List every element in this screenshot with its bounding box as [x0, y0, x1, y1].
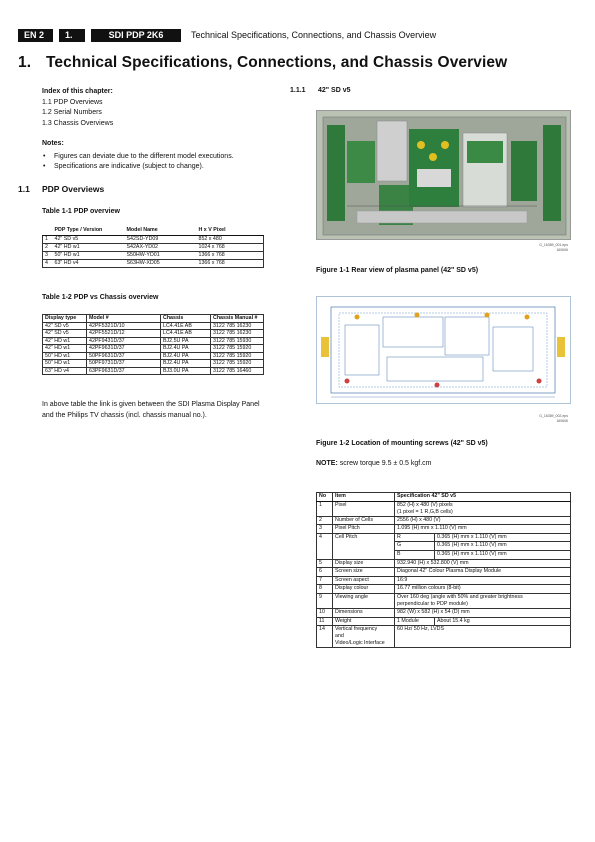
table-cell: Diagonal 42" Colour Plasma Display Module	[395, 568, 571, 577]
table-cell: 1	[317, 501, 333, 516]
table-cell: 1 Module	[395, 617, 435, 626]
figure2-file: G_16389_002.eps	[539, 414, 568, 418]
spec-line: 852 (H) x 480 (V) pixels	[397, 501, 453, 508]
table-cell: B	[395, 550, 435, 559]
figure2-id	[520, 414, 568, 423]
table-cell: Screen aspect	[333, 576, 395, 585]
table-cell: 6	[317, 568, 333, 577]
section-title: PDP Overviews	[42, 184, 105, 194]
table-header: Display type	[43, 315, 87, 323]
table-cell: 11	[317, 617, 333, 626]
item-line: Video/Logic Interface	[335, 640, 385, 647]
table-header: Item	[333, 493, 395, 502]
table-row	[317, 568, 571, 577]
index-item[interactable]: 1.1 PDP Overviews	[42, 98, 103, 106]
table-cell: 50" HD w1	[43, 360, 87, 368]
table-pdp-overview	[42, 227, 264, 268]
table-header: Model #	[87, 315, 161, 323]
table-cell: 50" HD w1	[53, 251, 125, 259]
table2-caption: Table 1-2 PDP vs Chassis overview	[42, 294, 159, 301]
table-cell: 2556 (H) x 480 (V)	[395, 516, 571, 525]
table-cell: R	[395, 533, 435, 542]
table-header: Model Name	[125, 227, 197, 235]
figure1-file: G_16389_001.eps	[539, 243, 568, 247]
table-cell	[395, 593, 571, 608]
table-cell: 4	[317, 533, 333, 559]
table-cell: 42PF9431D/37	[87, 337, 161, 345]
subsection-heading	[290, 87, 351, 94]
table-cell: 42PF9631D/37	[87, 345, 161, 353]
rear-view-illustration	[317, 111, 571, 240]
chapter-index	[42, 87, 113, 129]
index-item[interactable]: 1.3 Chassis Overviews	[42, 119, 114, 127]
table-row	[43, 337, 264, 345]
table-cell: S42AX-YD02	[125, 243, 197, 251]
figure1-date: 160606	[556, 247, 568, 252]
table-row	[43, 243, 264, 251]
table-row	[317, 593, 571, 608]
table-cell: BJ2.4U PA	[161, 352, 211, 360]
table-cell: Pixel	[333, 501, 395, 516]
page-header	[18, 28, 436, 42]
table-cell: 14	[317, 626, 333, 648]
section-heading	[18, 184, 104, 194]
table-header: Specification 42" SD v5	[395, 493, 571, 502]
spec-line: Over 160 deg (angle with 50% and greater brightness	[397, 593, 523, 600]
table-cell: 3122 785 15920	[211, 360, 264, 368]
table-cell: 0.365 (H) mm x 1.110 (V) mm	[435, 542, 571, 551]
header-lang: EN 2	[18, 29, 53, 42]
table-cell: 3122 785 16460	[211, 367, 264, 375]
table-cell: 42" HD w1	[53, 243, 125, 251]
table-cell: 852 x 480	[197, 235, 264, 243]
table-cell: Display size	[333, 559, 395, 568]
table-cell: 932.940 (H) x 532.800 (V) mm	[395, 559, 571, 568]
table-cell: BJ2.5U PA	[161, 337, 211, 345]
table1-caption: Table 1-1 PDP overview	[42, 208, 120, 215]
table-row	[317, 533, 571, 542]
table-cell: 16.77 million colours (8-bit)	[395, 585, 571, 594]
item-line: Vertical frequency	[335, 626, 378, 633]
table-row	[43, 360, 264, 368]
chapter-number: 1.	[18, 54, 32, 71]
table-cell: 3122 785 15930	[211, 337, 264, 345]
table-row	[317, 559, 571, 568]
table-cell: 1366 x 768	[197, 259, 264, 267]
table-cell: BJ2.4U PA	[161, 360, 211, 368]
table-cell: 4	[43, 259, 53, 267]
notes-title: Notes:	[42, 140, 64, 147]
table-cell	[395, 501, 571, 516]
table-cell: 42PF5521D/12	[87, 330, 161, 338]
table-row	[43, 345, 264, 353]
table-cell: 982 (W) x 582 (H) x 54 (D) mm	[395, 608, 571, 617]
table-cell: 50PF9631D/37	[87, 352, 161, 360]
table-cell: 3	[43, 251, 53, 259]
table-cell: 1024 x 768	[197, 243, 264, 251]
table-header: H x V Pixel	[197, 227, 264, 235]
spec-line: perpendicular to PDP module)	[397, 600, 468, 607]
table-cell: 16:9	[395, 576, 571, 585]
table-header: Chassis Manual #	[211, 315, 264, 323]
table-cell	[333, 626, 395, 648]
table-cell: 60 Hz/ 50 Hz, LVDS	[395, 626, 571, 648]
table-cell: Weight	[333, 617, 395, 626]
table-row	[317, 617, 571, 626]
table-cell: 42" SD v5	[43, 330, 87, 338]
table-cell: 63" HD v4	[53, 259, 125, 267]
chapter-title-text: Technical Specifications, Connections, and Chassis Overview	[46, 54, 508, 71]
figure2-date: 160606	[556, 418, 568, 423]
subsection-title: 42" SD v5	[318, 87, 351, 94]
figure2-caption: Figure 1-2 Location of mounting screws (42" SD v5)	[316, 440, 488, 447]
table-cell: Viewing angle	[333, 593, 395, 608]
header-title: Technical Specifications, Connections, and Chassis Overview	[191, 30, 437, 40]
table-cell: 2	[43, 243, 53, 251]
table-cell: 42" SD v5	[43, 322, 87, 330]
table-cell: 3122 785 16230	[211, 330, 264, 338]
table-cell: 42" HD w1	[43, 337, 87, 345]
table-cell: S50HW-YD01	[125, 251, 197, 259]
table-row	[43, 352, 264, 360]
table-cell: 8	[317, 585, 333, 594]
figure-mounting-screws-drawing	[316, 296, 571, 404]
table-cell: 0.365 (H) mm x 1.110 (V) mm	[435, 533, 571, 542]
table-cell: 42PF5321D/10	[87, 322, 161, 330]
table-cell: LC4.41E AB	[161, 330, 211, 338]
table-row	[317, 501, 571, 516]
table-cell: 1366 x 768	[197, 251, 264, 259]
spec-line: (1 pixel = 1 R,G,B cells)	[397, 508, 453, 515]
item-line: and	[335, 633, 344, 640]
table-cell: 0.365 (H) mm x 1.110 (V) mm	[435, 550, 571, 559]
table-cell: 1.095 (H) mm x 1.110 (V) mm	[395, 525, 571, 534]
table-cell: Number of Cells	[333, 516, 395, 525]
subsection-number: 1.1.1	[290, 87, 306, 94]
table-header: No	[317, 493, 333, 502]
table-pdp-chassis	[42, 314, 264, 375]
table-row	[317, 626, 571, 648]
figure-rear-view-photo	[316, 110, 571, 240]
table-cell: 7	[317, 576, 333, 585]
table-cell: 63" HD v4	[43, 367, 87, 375]
table-cell: G	[395, 542, 435, 551]
table-row	[43, 235, 264, 243]
figure1-id	[520, 243, 568, 252]
table-row	[43, 322, 264, 330]
table-cell: Pixel Pitch	[333, 525, 395, 534]
table-cell: Cell Pitch	[333, 533, 395, 559]
table-cell: 42" SD v5	[53, 235, 125, 243]
table-cell: LC4.41E AB	[161, 322, 211, 330]
torque-note	[316, 460, 432, 467]
note-label: NOTE:	[316, 460, 338, 467]
note-text: screw torque 9.5 ± 0.5 kgf.cm	[339, 460, 432, 467]
table-cell: 3122 785 15920	[211, 345, 264, 353]
table-cell: 42" HD w1	[43, 345, 87, 353]
table-cell: 50" HD w1	[43, 352, 87, 360]
table-row	[43, 251, 264, 259]
table-cell: 10	[317, 608, 333, 617]
table-row	[317, 585, 571, 594]
table-header: PDP Type / Version	[53, 227, 125, 235]
chapter-title	[18, 54, 507, 72]
table-specifications	[316, 492, 571, 648]
table-cell: 63PF9631D/37	[87, 367, 161, 375]
table-cell: S42SD-YD09	[125, 235, 197, 243]
table-cell: 2	[317, 516, 333, 525]
table-row	[317, 516, 571, 525]
table-row	[317, 525, 571, 534]
figure1-caption: Figure 1-1 Rear view of plasma panel (42" SD v5)	[316, 267, 479, 274]
note-bullet: • Specifications are indicative (subject to change).	[42, 162, 234, 173]
table-header	[43, 227, 53, 235]
note-bullet: • Figures can deviate due to the different model executions.	[42, 152, 234, 163]
table-row	[43, 330, 264, 338]
table-cell: 50PF9731D/37	[87, 360, 161, 368]
table-cell: BJ2.4U PA	[161, 345, 211, 353]
header-model: SDI PDP 2K6	[91, 29, 181, 42]
notes-block	[42, 139, 234, 173]
table-row	[317, 576, 571, 585]
table-cell: Screen size	[333, 568, 395, 577]
table-cell: 3122 785 15920	[211, 352, 264, 360]
table-row	[43, 367, 264, 375]
table-cell: Dimensions	[333, 608, 395, 617]
table-cell: BJ3.0U PA	[161, 367, 211, 375]
mounting-screws-illustration	[317, 297, 571, 404]
table-cell: 1	[43, 235, 53, 243]
index-title: Index of this chapter:	[42, 88, 113, 95]
table-cell: About 15.4 kg	[435, 617, 571, 626]
header-chapter-no: 1.	[59, 29, 85, 42]
table-row	[317, 608, 571, 617]
table-header: Chassis	[161, 315, 211, 323]
table-cell: 3122 785 16230	[211, 322, 264, 330]
section-number: 1.1	[18, 184, 30, 194]
table-cell: 9	[317, 593, 333, 608]
table-cell: 3	[317, 525, 333, 534]
table-cell: 5	[317, 559, 333, 568]
table-cell: Display colour	[333, 585, 395, 594]
chassis-link-paragraph: In above table the link is given between the SDI Plasma Display Panel and the Philips TV chassis (incl. chassis manual no.).	[42, 401, 260, 419]
table-cell: S63HW-XD05	[125, 259, 197, 267]
table-row	[43, 259, 264, 267]
index-item[interactable]: 1.2 Serial Numbers	[42, 109, 102, 116]
